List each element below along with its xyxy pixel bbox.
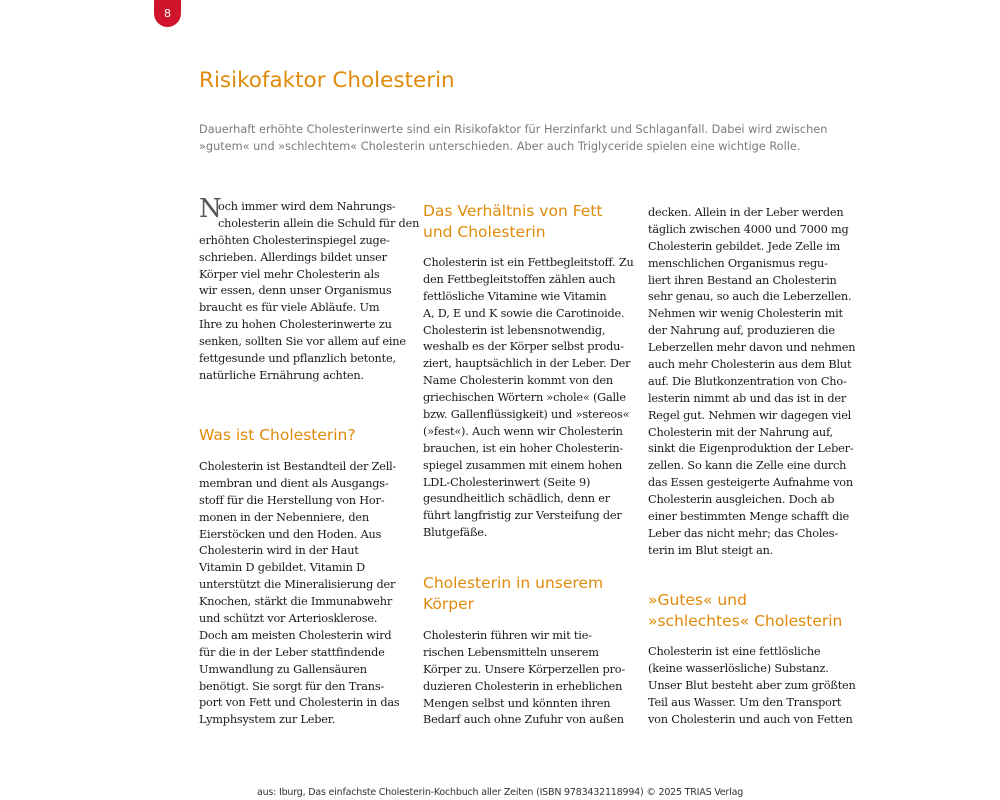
text-line: Ihre zu hohen Cholesterinwerte zu (199, 318, 392, 332)
text-line: decken. Allein in der Leber werden (648, 206, 844, 219)
text-line: stoff für die Herstellung von Hor- (199, 493, 385, 507)
text-line: fettlösliche Vitamine wie Vitamin (423, 289, 607, 303)
text-line: Mengen selbst und könnten ihren (423, 696, 611, 710)
text-line: brauchen, ist ein hoher Cholesterin- (423, 441, 624, 455)
text-line: Blutgefäße. (423, 526, 488, 540)
heading-line: »Gutes« und (648, 591, 747, 609)
heading-line: Was ist Cholesterin? (199, 426, 356, 444)
heading-line: und Cholesterin (423, 223, 546, 241)
paragraph-cholesterin-im-koerper (423, 628, 625, 729)
text-line: Cholesterin ist eine fettlösliche (648, 645, 821, 658)
text-line: spiegel zusammen mit einem hohen (423, 458, 623, 472)
text-line: Lymphsystem zur Leber. (199, 713, 336, 727)
text-line: griechischen Wörtern »chole« (Galle (423, 391, 626, 405)
text-line: fettgesunde und pflanzlich betonte, (199, 352, 396, 366)
text-line: Regel gut. Nehmen wir dagegen viel (648, 408, 852, 422)
text-line: benötigt. Sie sorgt für den Trans- (199, 679, 385, 693)
drop-cap: N (199, 194, 222, 224)
text-line: Name Cholesterin kommt von den (423, 374, 613, 388)
text-line: Nehmen wir wenig Cholesterin mit (648, 307, 843, 321)
text-line: Cholesterin ist lebensnotwendig, (423, 323, 606, 337)
text-line: (keine wasserlösliche) Substanz. (648, 661, 829, 675)
text-line: weshalb es der Körper selbst produ- (423, 340, 624, 354)
text-line: Leber das nicht mehr; das Choles- (648, 526, 838, 540)
paragraph-gutes-schlechtes (648, 644, 856, 728)
text-line: Körper zu. Unsere Körperzellen pro- (423, 662, 625, 676)
text-line: Bedarf auch ohne Zufuhr von außen (423, 713, 624, 727)
text-line: terin im Blut steigt an. (648, 543, 774, 557)
text-line: auch mehr Cholesterin aus dem Blut (648, 358, 852, 372)
text-line: zellen. So kann die Zelle eine durch (648, 459, 847, 473)
text-line: für die in der Leber stattfindende (199, 645, 385, 659)
text-line: braucht es für viele Abläufe. Um (199, 301, 380, 315)
text-line: duzieren Cholesterin in erheblichen (423, 679, 623, 693)
text-line: täglich zwischen 4000 und 7000 mg (648, 222, 849, 236)
text-line: liert ihren Bestand an Cholesterin (648, 273, 837, 287)
heading-line: Körper (423, 595, 474, 613)
text-line: senken, sollten Sie vor allem auf eine (199, 335, 406, 349)
text-line: erhöhten Cholesterinspiegel zuge- (199, 233, 390, 247)
text-line: sinkt die Eigenproduktion der Leber- (648, 442, 854, 456)
heading-line: Das Verhältnis von Fett (423, 202, 603, 220)
text-line: och immer wird dem Nahrungs- (218, 200, 396, 213)
heading-cholesterin-im-koerper (423, 573, 603, 615)
text-line: menschlichen Organismus regu- (648, 256, 828, 270)
text-line: unterstützt die Mineralisierung der (199, 578, 396, 592)
intro-rest (199, 233, 406, 385)
paragraph-continuation (648, 205, 855, 560)
text-line: lesterin nimmt ab und das ist in der (648, 391, 847, 405)
text-line: rischen Lebensmitteln unserem (423, 645, 599, 659)
text-line: Cholesterin gebildet. Jede Zelle im (648, 239, 841, 253)
heading-verhaeltnis-fett-cholesterin (423, 201, 602, 243)
text-line: auf. Die Blutkonzentration von Cho- (648, 374, 847, 388)
page-number-badge: 8 (154, 0, 181, 27)
page-title: Risikofaktor Cholesterin (199, 68, 455, 93)
text-line: führt langfristig zur Versteifung der (423, 509, 622, 523)
text-line: port von Fett und Cholesterin in das (199, 696, 400, 710)
text-line: Teil aus Wasser. Um den Transport (648, 695, 842, 709)
intro-second-line (199, 216, 420, 233)
text-line: LDL-Cholesterinwert (Seite 9) (423, 475, 591, 489)
lead-line: Dauerhaft erhöhte Cholesterinwerte sind ein Risikofaktor für Herzinfarkt und Schlaganfall. Dabei wird zwischen (199, 123, 828, 136)
text-line: Doch am meisten Cholesterin wird (199, 628, 392, 642)
text-line: sehr genau, so auch die Leberzellen. (648, 290, 852, 304)
source-footer: aus: Iburg, Das einfachste Cholesterin-Kochbuch aller Zeiten (ISBN 9783432118994) © 2025 TRIAS Verlag (256, 787, 744, 798)
heading-gutes-schlechtes-cholesterin (648, 590, 842, 632)
text-line: den Fettbegleitstoffen zählen auch (423, 272, 616, 286)
text-line: wir essen, denn unser Organismus (199, 284, 392, 298)
text-line: einer bestimmten Menge schafft die (648, 510, 850, 524)
text-line: A, D, E und K sowie die Carotinoide. (423, 306, 625, 320)
paragraph-was-ist-cholesterin (199, 459, 400, 729)
text-line: membran und dient als Ausgangs- (199, 476, 389, 490)
text-line: Cholesterin ausgleichen. Doch ab (648, 493, 835, 507)
text-line: das Essen gesteigerte Aufnahme von (648, 476, 853, 490)
heading-line: Cholesterin in unserem (423, 574, 604, 592)
text-line: Knochen, stärkt die Immunabwehr (199, 595, 393, 609)
text-line: natürliche Ernährung achten. (199, 368, 364, 382)
text-line: Eierstöcken und den Hoden. Aus (199, 527, 382, 541)
text-line: Unser Blut besteht aber zum größten (648, 678, 856, 692)
text-line: cholesterin allein die Schuld für den (218, 216, 420, 230)
text-line: (»fest«). Auch wenn wir Cholesterin (423, 424, 623, 438)
text-line: ziert, hauptsächlich in der Leber. Der (423, 357, 631, 371)
intro-paragraph (199, 194, 420, 385)
text-line: schrieben. Allerdings bildet unser (199, 250, 387, 264)
text-line: Cholesterin ist ein Fettbegleitstoff. Zu (423, 256, 634, 269)
text-line: Körper viel mehr Cholesterin als (199, 267, 380, 281)
lead-paragraph (199, 121, 839, 155)
heading-was-ist-cholesterin (199, 425, 356, 446)
text-line: Cholesterin mit der Nahrung auf, (648, 425, 833, 439)
text-line: Cholesterin wird in der Haut (199, 544, 359, 558)
lead-line: »gutem« und »schlechtem« Cholesterin unterschieden. Aber auch Triglyceride spielen eine wichtige Rolle. (199, 140, 801, 153)
text-line: und schützt vor Arteriosklerose. (199, 612, 378, 626)
text-line: monen in der Nebenniere, den (199, 510, 369, 524)
paragraph-verhaeltnis (423, 255, 634, 542)
text-line: von Cholesterin und auch von Fetten (648, 712, 853, 726)
text-line: Vitamin D gebildet. Vitamin D (199, 561, 365, 575)
text-line: Cholesterin führen wir mit tie- (423, 629, 592, 642)
text-line: gesundheitlich schädlich, denn er (423, 492, 610, 506)
text-line: Umwandlung zu Gallensäuren (199, 662, 367, 676)
text-line: bzw. Gallenflüssigkeit) und »stereos« (423, 408, 630, 422)
text-line: der Nahrung auf, produzieren die (648, 324, 835, 338)
heading-line: »schlechtes« Cholesterin (648, 612, 843, 630)
text-line: Cholesterin ist Bestandteil der Zell- (199, 460, 397, 473)
text-line: Leberzellen mehr davon und nehmen (648, 341, 856, 355)
